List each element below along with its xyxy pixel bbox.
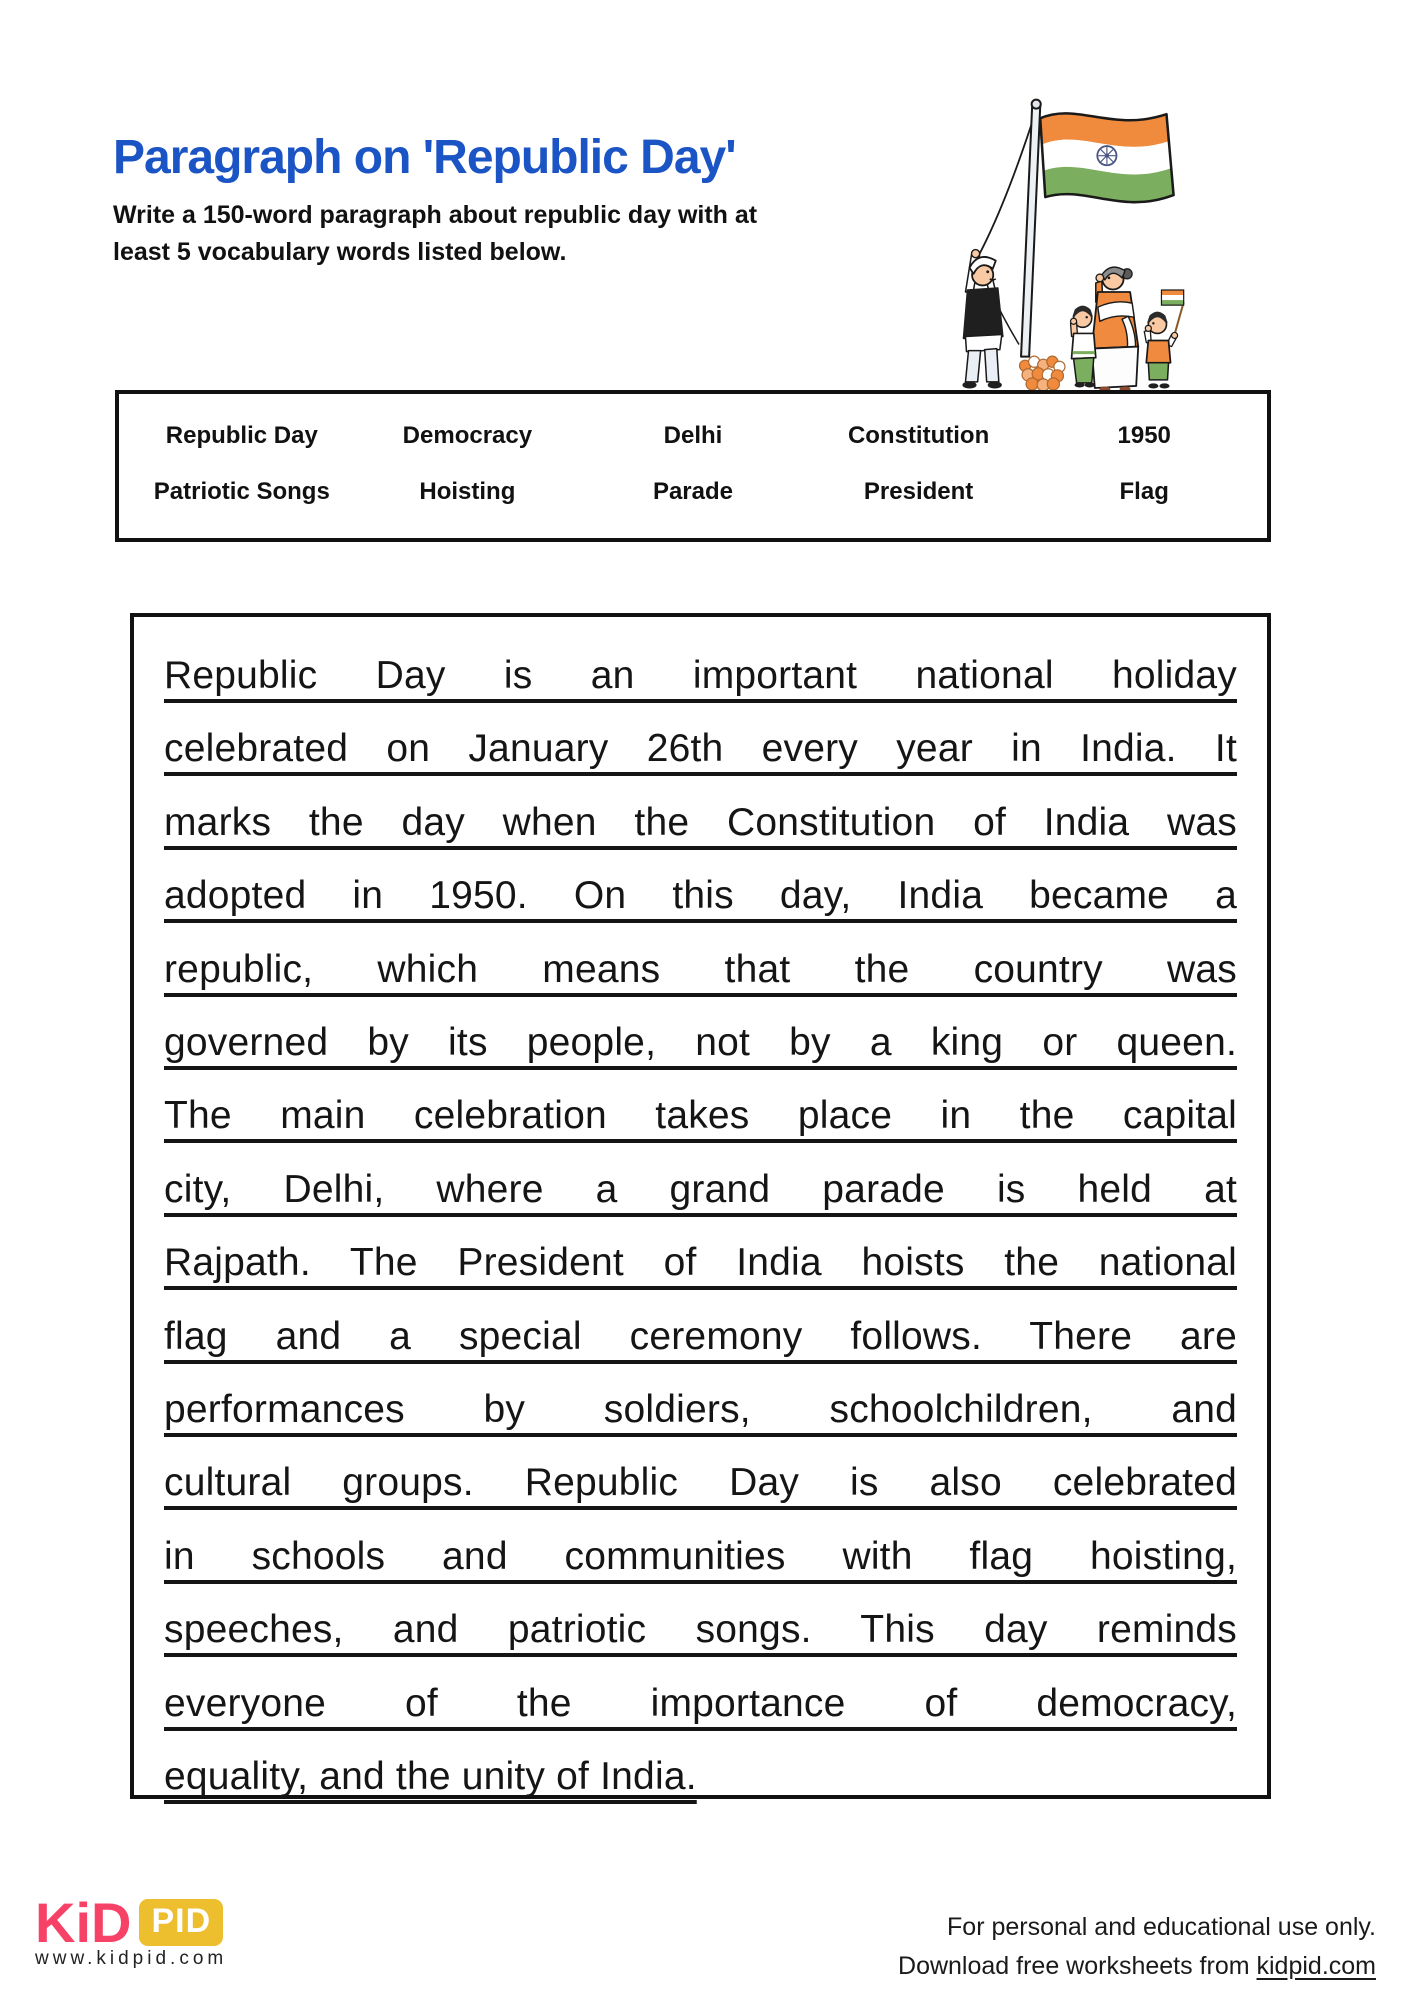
paragraph-line: governed by its people, not by a king or queen. (164, 1021, 1237, 1065)
paragraph-line: Rajpath. The President of India hoists the national (164, 1241, 1237, 1285)
paragraph-line: Republic Day is an important national holiday (164, 654, 1237, 697)
vocab-word: Parade (652, 478, 734, 505)
paragraph-line: performances by soldiers, schoolchildren, and (164, 1388, 1237, 1432)
vocab-word: Hoisting (419, 478, 516, 505)
paragraph-line: celebrated on January 26th every year in India. It (164, 727, 1237, 771)
flag-hoisting-illustration (938, 92, 1196, 390)
child-saluting (1071, 307, 1096, 388)
license-line-2: Download free worksheets from kidpid.com (898, 1952, 1376, 1980)
page-title: Paragraph on 'Republic Day' (113, 131, 736, 184)
vocab-word: Republic Day (165, 422, 318, 449)
vocab-word: 1950 (1117, 422, 1171, 449)
vocab-word: Constitution (847, 422, 990, 449)
vocab-word: President (863, 478, 974, 505)
paragraph-line: The main celebration takes place in the capital (164, 1094, 1237, 1138)
flower-garland (1020, 356, 1065, 390)
paragraph-line: in schools and communities with flag hoisting, (164, 1534, 1237, 1578)
woman-saluting (1092, 267, 1138, 390)
paragraph-line: flag and a special ceremony follows. There are (164, 1314, 1237, 1358)
man-hoisting-flag (962, 250, 1002, 389)
license-line-1: For personal and educational use only. (947, 1913, 1376, 1941)
paragraph-line: adopted in 1950. On this day, India became a (164, 874, 1237, 918)
kidpid-website-url: www.kidpid.com (35, 1948, 228, 1969)
paragraph-line: republic, which means that the country was (164, 947, 1237, 991)
paragraph-line: equality, and the unity of India. (164, 1755, 697, 1799)
instructions-line-1: Write a 150-word paragraph about republic day with at (113, 201, 758, 229)
indian-flag (1040, 113, 1173, 202)
vocab-word: Patriotic Songs (153, 478, 330, 505)
flagpole (1021, 100, 1041, 357)
vocab-word: Flag (1119, 478, 1169, 505)
license-note (898, 1908, 1376, 1986)
child-with-flag (1144, 290, 1183, 388)
kidpid-logo (35, 1890, 223, 1955)
paragraph-line: marks the day when the Constitution of India was (164, 800, 1237, 844)
vocabulary-box (115, 390, 1271, 542)
instructions-line-2: least 5 vocabulary words listed below. (113, 238, 567, 266)
paragraph-line: everyone of the importance of democracy, (164, 1681, 1237, 1725)
vocab-word: Delhi (663, 422, 723, 449)
small-flag-icon (1161, 290, 1183, 305)
kidpid-logo-kid: KiD (35, 1891, 132, 1954)
paragraph-line: speeches, and patriotic songs. This day reminds (164, 1608, 1237, 1652)
instructions (113, 197, 757, 271)
kidpid-logo-pid: PID (139, 1899, 223, 1946)
vocab-word: Democracy (402, 422, 533, 449)
paragraph-line: cultural groups. Republic Day is also celebrated (164, 1461, 1237, 1505)
kidpid-link[interactable]: kidpid.com (1256, 1952, 1376, 1980)
paragraph-line: city, Delhi, where a grand parade is held at (164, 1167, 1237, 1211)
paragraph-answer-box (130, 613, 1271, 1799)
ashoka-chakra-icon (1097, 146, 1116, 165)
